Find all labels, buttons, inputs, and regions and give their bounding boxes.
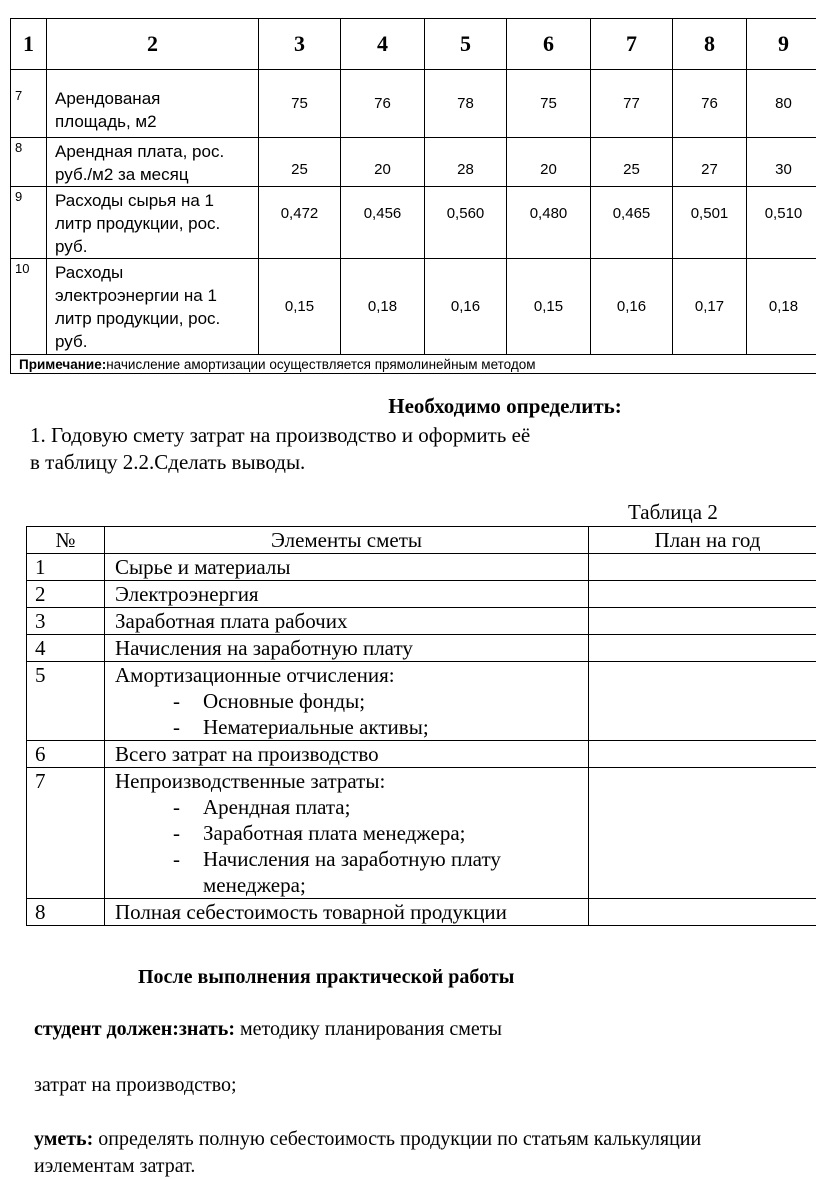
row-index: 7 [11,70,47,138]
col-header-num: № [27,527,105,554]
table-row: 6 Всего затрат на производство [27,741,816,768]
table-row: 7 Непроизводственные затраты: - Арендная плата; - Заработная плата менеджера; - Начисления на заработную плату менеджера; [27,768,816,899]
cell-value: 0,510 [747,187,816,259]
col-header: 5 [425,19,507,70]
table-caption: Таблица 2 [628,500,718,525]
sub-item: - Нематериальные активы; [115,714,588,740]
cell-value: 75 [507,70,591,138]
cell-value: 20 [341,138,425,187]
cell-value: 0,501 [673,187,747,259]
outro-know: студент должен:знать: методику планирования сметы [34,1018,502,1041]
row-index: 9 [11,187,47,259]
table-row: 8 Полная себестоимость товарной продукции [27,899,816,926]
table-row: 2 Электроэнергия [27,581,816,608]
col-header: 1 [11,19,47,70]
cell-value: 0,18 [747,259,816,355]
cell-value: 20 [507,138,591,187]
cell-value: 0,16 [425,259,507,355]
cell-value: 77 [591,70,673,138]
note-label: Примечание: [19,357,106,372]
table-row [11,187,816,259]
row-label: Арендная плата, рос. руб./м2 за месяц [47,138,259,187]
note [11,355,816,374]
cell-value: 80 [747,70,816,138]
col-header: 7 [591,19,673,70]
table-row: 1 Сырье и материалы [27,554,816,581]
col-header-elements: Элементы сметы [105,527,589,554]
note-row [11,355,816,374]
cell-value: 25 [259,138,341,187]
cell-value: 30 [747,138,816,187]
task-heading: Необходимо определить: [0,394,816,419]
row-index: 8 [11,138,47,187]
table-header-row [11,19,816,70]
outro-know-cont: затрат на производство; [34,1074,237,1097]
cell-value: 0,18 [341,259,425,355]
cell-value: 27 [673,138,747,187]
plan-cell [589,899,816,926]
table-row [11,259,816,355]
cell-value: 0,465 [591,187,673,259]
col-header: 6 [507,19,591,70]
cell-value: 0,16 [591,259,673,355]
cell-value: 0,15 [507,259,591,355]
table-row: 5 Амортизационные отчисления: - Основные фонды; - Нематериальные активы; [27,662,816,741]
plan-cell [589,741,816,768]
table-row: 3 Заработная плата рабочих [27,608,816,635]
cell-value: 76 [341,70,425,138]
cell-value: 0,472 [259,187,341,259]
col-header-plan: План на год [589,527,816,554]
sub-item: - Заработная плата менеджера; [115,820,588,846]
row-label: Арендованая площадь, м2 [47,70,259,138]
plan-cell [589,662,816,741]
col-header: 8 [673,19,747,70]
cell-value: 0,560 [425,187,507,259]
row-label: Расходы электроэнергии на 1 литр продукции, рос. руб. [47,259,259,355]
cell-value: 25 [591,138,673,187]
cell-value: 78 [425,70,507,138]
sub-item: - Арендная плата; [115,794,588,820]
col-header: 2 [47,19,259,70]
plan-cell [589,635,816,662]
cell-value: 0,17 [673,259,747,355]
table-row: 4 Начисления на заработную плату [27,635,816,662]
plan-cell [589,581,816,608]
cell-value: 0,480 [507,187,591,259]
cell-value: 76 [673,70,747,138]
estimate-table [26,526,816,926]
plan-cell [589,768,816,899]
table-header-row [27,527,816,554]
sub-item: - Начисления на заработную плату менеджера; [115,846,588,898]
table-row [11,138,816,187]
col-header: 3 [259,19,341,70]
plan-cell [589,608,816,635]
outro-heading: После выполнения практической работы [138,966,514,989]
plan-cell [589,554,816,581]
row-index: 10 [11,259,47,355]
col-header: 4 [341,19,425,70]
sub-item: - Основные фонды; [115,688,588,714]
outro-skill: уметь: определять полную себестоимость продукции по статьям калькуляции иэлементам затрат. [34,1126,794,1180]
note-text: начисление амортизации осуществляется прямолинейным методом [106,357,535,372]
cell-value: 75 [259,70,341,138]
task-text: 1. Годовую смету затрат на производство и оформить её в таблицу 2.2.Сделать выводы. [30,422,630,476]
row-label: Расходы сырья на 1 литр продукции, рос. руб. [47,187,259,259]
table-row [11,70,816,138]
col-header: 9 [747,19,816,70]
params-table [10,18,816,374]
cell-value: 0,15 [259,259,341,355]
cell-value: 28 [425,138,507,187]
cell-value: 0,456 [341,187,425,259]
